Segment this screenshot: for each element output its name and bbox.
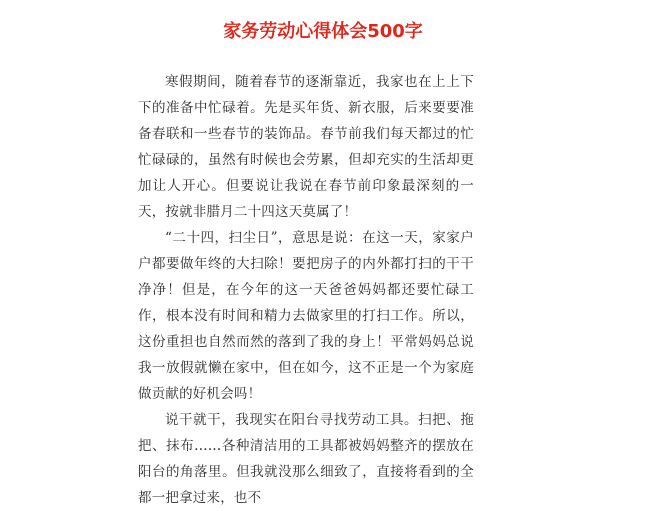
document-body xyxy=(138,69,474,511)
document-title: 家务劳动心得体会500字 xyxy=(223,21,423,42)
paragraph-1: 寒假期间，随着春节的逐渐靠近，我家也在上上下下的准备中忙碌着。先是买年货、新衣服，后来要要准备春联和一些春节的装饰品。春节前我们每天都过的忙忙碌碌的，虽然有时候也会劳累，但却充实的生活却更加让人开心。但要说让我说在春节前印象最深刻的一天，按就非腊月二十四这天莫属了！ xyxy=(138,74,474,220)
paragraph-2: “二十四，扫尘日”，意思是说：在这一天，家家户户都要做年终的大扫除！要把房子的内外都打扫的干干净净！但是，在今年的这一天爸爸妈妈都还要忙碌工作，根本没有时间和精力去做家里的打扫工作。所以，这份重担也自然而然的落到了我的身上！平常妈妈总说我一放假就懒在家中，但在如今，这不正是一个为家庭做贡献的好机会吗！ xyxy=(138,230,474,402)
paragraph-3: 说干就干，我现实在阳台寻找劳动工具。扫把、拖把、抹布……各种清洁用的工具都被妈妈整齐的摆放在阳台的角落里。但我就没那么细致了，直接将看到的全都一把拿过来，也不 xyxy=(138,412,474,506)
